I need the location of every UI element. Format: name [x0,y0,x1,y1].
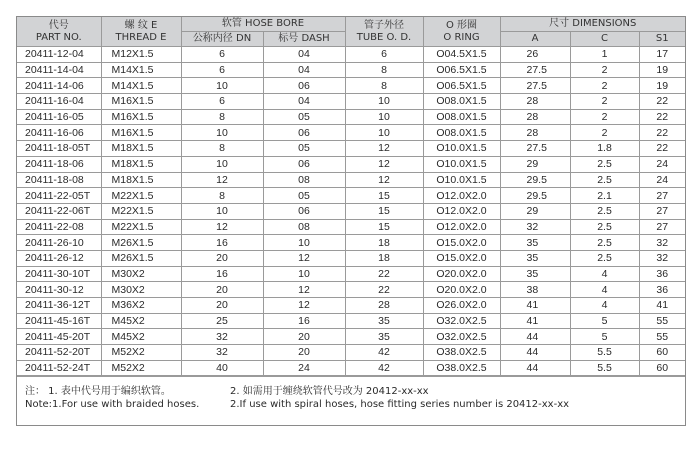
cell-dash: 24 [263,360,345,376]
cell-thread: M52X2 [101,360,181,376]
cell-dash: 04 [263,94,345,110]
cell-nominal-id: 6 [181,62,263,78]
cell-thread: M26X1.5 [101,250,181,266]
cell-dim-c: 2.1 [570,188,639,204]
cell-part-no: 20411-52-20T [17,345,101,361]
table-row [17,125,685,141]
cell-dim-a: 27.5 [500,78,570,94]
col-dimensions: 尺寸 DIMENSIONS [500,17,685,32]
cell-nominal-id: 32 [181,329,263,345]
cell-o-ring: O38.0X2.5 [423,345,500,361]
cell-dash: 06 [263,78,345,94]
cell-nominal-id: 10 [181,78,263,94]
cell-dim-a: 38 [500,282,570,298]
cell-thread: M26X1.5 [101,235,181,251]
cell-part-no: 20411-16-05 [17,109,101,125]
cell-dim-a: 29.5 [500,188,570,204]
col-dim-a: A [500,32,570,47]
cell-dim-a: 26 [500,47,570,63]
cell-dim-a: 28 [500,109,570,125]
cell-thread: M16X1.5 [101,94,181,110]
cell-o-ring: O08.0X1.5 [423,94,500,110]
cell-o-ring: O12.0X2.0 [423,219,500,235]
cell-o-ring: O32.0X2.5 [423,329,500,345]
table-row [17,219,685,235]
cell-nominal-id: 12 [181,172,263,188]
table-row [17,360,685,376]
cell-thread: M18X1.5 [101,172,181,188]
cell-dim-s1: 36 [639,282,685,298]
cell-dim-a: 41 [500,298,570,314]
cell-dim-s1: 27 [639,219,685,235]
cell-dim-c: 2 [570,125,639,141]
cell-dim-a: 44 [500,360,570,376]
cell-part-no: 20411-22-06T [17,203,101,219]
cell-dim-c: 4 [570,282,639,298]
cell-dim-s1: 22 [639,109,685,125]
cell-tube-od: 18 [345,235,423,251]
cell-dim-s1: 24 [639,172,685,188]
cell-tube-od: 42 [345,360,423,376]
cell-dim-s1: 24 [639,156,685,172]
cell-tube-od: 10 [345,109,423,125]
cell-dim-c: 2 [570,78,639,94]
cell-part-no: 20411-12-04 [17,47,101,63]
cell-dash: 04 [263,47,345,63]
cell-dim-s1: 60 [639,345,685,361]
cell-thread: M45X2 [101,313,181,329]
cell-part-no: 20411-30-12 [17,282,101,298]
cell-dim-c: 1 [570,47,639,63]
cell-dim-c: 2.5 [570,172,639,188]
cell-tube-od: 42 [345,345,423,361]
cell-dim-s1: 19 [639,62,685,78]
cell-o-ring: O12.0X2.0 [423,188,500,204]
table-row [17,141,685,157]
cell-thread: M16X1.5 [101,125,181,141]
col-nominal-id: 公称内径 DN [181,32,263,47]
cell-part-no: 20411-52-24T [17,360,101,376]
cell-thread: M22X1.5 [101,219,181,235]
cell-o-ring: O20.0X2.0 [423,282,500,298]
note-en-2: 2.If use with spiral hoses, hose fitting series number is 20412-xx-xx [230,399,570,411]
cell-nominal-id: 10 [181,156,263,172]
cell-dim-s1: 60 [639,360,685,376]
cell-dash: 06 [263,125,345,141]
cell-tube-od: 8 [345,62,423,78]
cell-part-no: 20411-18-08 [17,172,101,188]
cell-dash: 05 [263,188,345,204]
cell-dash: 16 [263,313,345,329]
cell-dash: 04 [263,62,345,78]
cell-nominal-id: 6 [181,47,263,63]
cell-dim-a: 35 [500,266,570,282]
cell-thread: M45X2 [101,329,181,345]
cell-dash: 20 [263,329,345,345]
cell-nominal-id: 12 [181,219,263,235]
cell-nominal-id: 40 [181,360,263,376]
cell-o-ring: O08.0X1.5 [423,125,500,141]
table-row [17,156,685,172]
table-row [17,235,685,251]
cell-tube-od: 12 [345,172,423,188]
cell-o-ring: O20.0X2.0 [423,266,500,282]
cell-nominal-id: 8 [181,109,263,125]
cell-nominal-id: 20 [181,250,263,266]
cell-thread: M52X2 [101,345,181,361]
cell-part-no: 20411-22-05T [17,188,101,204]
cell-dim-s1: 36 [639,266,685,282]
cell-part-no: 20411-30-10T [17,266,101,282]
cell-dim-s1: 32 [639,235,685,251]
cell-dim-a: 41 [500,313,570,329]
cell-tube-od: 35 [345,329,423,345]
cell-dash: 06 [263,203,345,219]
cell-dim-s1: 22 [639,141,685,157]
cell-dim-c: 5 [570,313,639,329]
cell-tube-od: 10 [345,94,423,110]
cell-dim-c: 2 [570,62,639,78]
notes [17,376,685,425]
cell-dim-s1: 55 [639,313,685,329]
col-thread: 螺 纹 E THREAD E [101,17,181,47]
cell-o-ring: O10.0X1.5 [423,156,500,172]
cell-o-ring: O15.0X2.0 [423,235,500,251]
cell-dash: 05 [263,109,345,125]
table-header [17,17,685,47]
cell-part-no: 20411-16-04 [17,94,101,110]
cell-dim-c: 2.5 [570,235,639,251]
cell-dim-c: 4 [570,298,639,314]
cell-o-ring: O32.0X2.5 [423,313,500,329]
note-cn-1: 注： 1. 表中代号用于编织软管。 [25,386,171,398]
cell-dim-c: 5 [570,329,639,345]
cell-part-no: 20411-14-04 [17,62,101,78]
table-row [17,282,685,298]
cell-part-no: 20411-18-05T [17,141,101,157]
cell-thread: M14X1.5 [101,62,181,78]
cell-dim-a: 35 [500,235,570,251]
cell-dim-s1: 32 [639,250,685,266]
cell-dim-a: 35 [500,250,570,266]
cell-nominal-id: 20 [181,282,263,298]
cell-dash: 06 [263,156,345,172]
cell-part-no: 20411-26-10 [17,235,101,251]
cell-dim-a: 29 [500,156,570,172]
cell-dim-c: 2 [570,94,639,110]
cell-tube-od: 18 [345,250,423,266]
cell-nominal-id: 10 [181,125,263,141]
cell-dim-a: 32 [500,219,570,235]
cell-dim-c: 5.5 [570,345,639,361]
cell-part-no: 20411-18-06 [17,156,101,172]
cell-tube-od: 35 [345,313,423,329]
spec-sheet [16,16,686,426]
cell-dim-a: 28 [500,94,570,110]
table-body [17,47,685,376]
table-row [17,329,685,345]
cell-dim-c: 2 [570,109,639,125]
cell-dim-s1: 19 [639,78,685,94]
cell-dash: 08 [263,219,345,235]
cell-dash: 12 [263,298,345,314]
cell-o-ring: O12.0X2.0 [423,203,500,219]
note-en-1: Note:1.For use with braided hoses. [25,399,200,411]
cell-dim-a: 27.5 [500,141,570,157]
cell-dash: 08 [263,172,345,188]
cell-dim-s1: 22 [639,125,685,141]
cell-dim-a: 29 [500,203,570,219]
cell-nominal-id: 25 [181,313,263,329]
table-row [17,47,685,63]
col-dim-s1: S1 [639,32,685,47]
cell-dim-s1: 41 [639,298,685,314]
cell-tube-od: 10 [345,125,423,141]
col-dash: 标号 DASH [263,32,345,47]
cell-dim-a: 28 [500,125,570,141]
cell-dim-c: 2.5 [570,219,639,235]
cell-dim-a: 27.5 [500,62,570,78]
table-row [17,250,685,266]
table-row [17,188,685,204]
cell-tube-od: 15 [345,219,423,235]
cell-thread: M36X2 [101,298,181,314]
cell-thread: M14X1.5 [101,78,181,94]
cell-dash: 10 [263,235,345,251]
cell-part-no: 20411-36-12T [17,298,101,314]
cell-thread: M30X2 [101,282,181,298]
cell-dim-c: 1.8 [570,141,639,157]
table-row [17,94,685,110]
cell-dash: 20 [263,345,345,361]
cell-nominal-id: 32 [181,345,263,361]
col-hose-bore: 软管 HOSE BORE [181,17,345,32]
cell-dim-c: 5.5 [570,360,639,376]
cell-nominal-id: 16 [181,266,263,282]
cell-dim-c: 4 [570,266,639,282]
table-row [17,266,685,282]
cell-nominal-id: 20 [181,298,263,314]
cell-o-ring: O10.0X1.5 [423,172,500,188]
cell-o-ring: O15.0X2.0 [423,250,500,266]
cell-dim-a: 44 [500,345,570,361]
cell-part-no: 20411-14-06 [17,78,101,94]
cell-dim-s1: 22 [639,94,685,110]
col-tube-od: 管子外径 TUBE O. D. [345,17,423,47]
cell-o-ring: O06.5X1.5 [423,62,500,78]
col-part-no: 代号 PART NO. [17,17,101,47]
fitting-spec-table [17,17,685,376]
cell-dim-a: 29.5 [500,172,570,188]
cell-dim-s1: 27 [639,188,685,204]
cell-dash: 10 [263,266,345,282]
cell-dim-c: 2.5 [570,250,639,266]
table-row [17,313,685,329]
cell-part-no: 20411-26-12 [17,250,101,266]
cell-dim-c: 2.5 [570,156,639,172]
cell-o-ring: O08.0X1.5 [423,109,500,125]
cell-thread: M30X2 [101,266,181,282]
col-o-ring: O 形圈 O RING [423,17,500,47]
cell-thread: M22X1.5 [101,203,181,219]
cell-thread: M22X1.5 [101,188,181,204]
cell-tube-od: 28 [345,298,423,314]
cell-dim-a: 44 [500,329,570,345]
cell-tube-od: 22 [345,266,423,282]
cell-dim-s1: 17 [639,47,685,63]
cell-dim-s1: 27 [639,203,685,219]
cell-tube-od: 8 [345,78,423,94]
cell-thread: M18X1.5 [101,141,181,157]
cell-thread: M18X1.5 [101,156,181,172]
cell-o-ring: O06.5X1.5 [423,78,500,94]
cell-o-ring: O26.0X2.0 [423,298,500,314]
table-row [17,203,685,219]
cell-dim-c: 2.5 [570,203,639,219]
cell-nominal-id: 8 [181,188,263,204]
cell-thread: M16X1.5 [101,109,181,125]
cell-o-ring: O38.0X2.5 [423,360,500,376]
table-row [17,345,685,361]
table-row [17,62,685,78]
cell-thread: M12X1.5 [101,47,181,63]
cell-tube-od: 12 [345,141,423,157]
table-row [17,109,685,125]
table-row [17,172,685,188]
cell-nominal-id: 16 [181,235,263,251]
cell-tube-od: 15 [345,203,423,219]
col-dim-c: C [570,32,639,47]
cell-o-ring: O04.5X1.5 [423,47,500,63]
note-cn-2: 2. 如需用于缠绕软管代号改为 20412-xx-xx [230,386,429,398]
cell-dash: 12 [263,250,345,266]
cell-o-ring: O10.0X1.5 [423,141,500,157]
cell-part-no: 20411-16-06 [17,125,101,141]
cell-nominal-id: 10 [181,203,263,219]
cell-dash: 12 [263,282,345,298]
cell-dim-s1: 55 [639,329,685,345]
cell-dash: 05 [263,141,345,157]
cell-part-no: 20411-45-20T [17,329,101,345]
cell-part-no: 20411-45-16T [17,313,101,329]
cell-tube-od: 15 [345,188,423,204]
table-row [17,298,685,314]
cell-tube-od: 12 [345,156,423,172]
cell-nominal-id: 6 [181,94,263,110]
cell-tube-od: 22 [345,282,423,298]
cell-nominal-id: 8 [181,141,263,157]
cell-part-no: 20411-22-08 [17,219,101,235]
table-row [17,78,685,94]
cell-tube-od: 6 [345,47,423,63]
